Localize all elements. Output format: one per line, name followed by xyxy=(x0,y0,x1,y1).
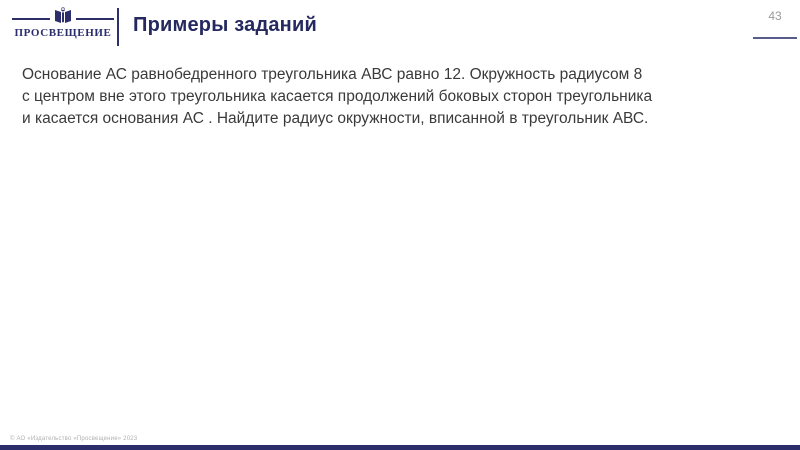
copyright-text: © АО «Издательство «Просвещение» 2023 xyxy=(10,436,138,442)
page-title: Примеры заданий xyxy=(133,14,317,36)
task-text: Основание АС равнобедренного треугольника АВС равно 12. Окружность радиусом 8 с центром вне этого треугольника касается продолжений боковых сторон треугольника и касается основания АС . Найдите радиус окружности, вписанной в треугольник АВС. xyxy=(22,66,653,127)
logo-wordmark: ПРОСВЕЩЕНИЕ xyxy=(14,27,112,39)
logo-emblem-row xyxy=(12,7,114,25)
page-number-rule xyxy=(753,37,797,39)
bottom-accent-bar xyxy=(0,445,800,450)
logo-right-rule xyxy=(76,18,114,20)
publisher-logo xyxy=(12,7,114,39)
header-divider xyxy=(117,8,119,46)
open-book-emblem-icon xyxy=(52,7,74,25)
logo-left-rule xyxy=(12,18,50,20)
page-number: 43 xyxy=(768,9,782,23)
